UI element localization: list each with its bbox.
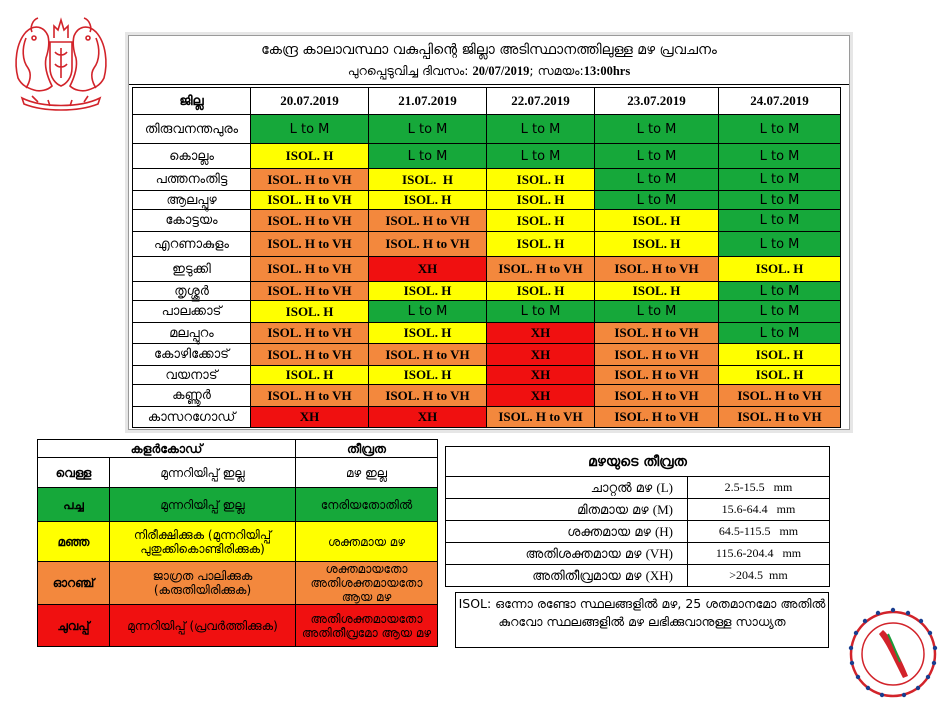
rain-range: 15.6-64.4 mm xyxy=(688,499,830,521)
rain-intensity-row xyxy=(446,477,830,499)
colour-intensity: ശക്തമായതോ അതിശക്തമായതോ ആയ മഴ xyxy=(296,562,438,605)
issued-prefix: പുറപ്പെടുവിച്ച ദിവസം: xyxy=(347,63,473,78)
rain-intensity-row xyxy=(446,543,830,565)
colour-intensity: നേരിയതോതിൽ xyxy=(296,488,438,522)
district-name: കാസറഗോഡ് xyxy=(133,407,251,428)
forecast-cell: ISOL. H to VH xyxy=(251,344,369,366)
date-column-header: 21.07.2019 xyxy=(369,88,487,115)
forecast-cell: L to M xyxy=(487,115,595,144)
forecast-cell: XH xyxy=(251,407,369,428)
forecast-header-row xyxy=(133,88,841,115)
forecast-row xyxy=(133,366,841,385)
forecast-cell: L to M xyxy=(719,210,841,232)
forecast-cell: ISOL. H to VH xyxy=(369,344,487,366)
date-column-header: 22.07.2019 xyxy=(487,88,595,115)
forecast-cell: ISOL. H to VH xyxy=(251,323,369,344)
district-name: പത്തനംതിട്ട xyxy=(133,169,251,191)
forecast-row xyxy=(133,385,841,407)
forecast-cell: ISOL. H xyxy=(251,144,369,169)
forecast-row xyxy=(133,232,841,257)
colour-name: പച്ച xyxy=(38,488,110,522)
forecast-table xyxy=(132,87,841,428)
forecast-cell: ISOL. H xyxy=(369,282,487,301)
rain-category xyxy=(446,477,688,499)
colour-meaning: മുന്നറിയിപ്പ് (പ്രവർത്തിക്കുക) xyxy=(110,605,296,647)
rain-category-abbr: (M) xyxy=(652,501,673,517)
kerala-emblem-icon xyxy=(12,8,110,112)
rain-intensity-row xyxy=(446,499,830,521)
rain-category xyxy=(446,521,688,543)
forecast-cell: L to M xyxy=(719,191,841,210)
rain-range: 64.5-115.5 mm xyxy=(688,521,830,543)
forecast-cell: L to M xyxy=(487,301,595,323)
district-name: കണ്ണൂർ xyxy=(133,385,251,407)
forecast-cell: L to M xyxy=(369,144,487,169)
forecast-cell: ISOL. H xyxy=(487,210,595,232)
forecast-cell: ISOL. H xyxy=(251,301,369,323)
forecast-row xyxy=(133,344,841,366)
forecast-cell: L to M xyxy=(719,144,841,169)
forecast-cell: XH xyxy=(487,385,595,407)
forecast-cell: L to M xyxy=(595,115,719,144)
forecast-cell: ISOL. H to VH xyxy=(487,407,595,428)
colour-code-table xyxy=(37,439,438,647)
forecast-row xyxy=(133,323,841,344)
time-prefix: ; സമയം: xyxy=(529,63,584,78)
forecast-row xyxy=(133,301,841,323)
forecast-cell: L to M xyxy=(719,301,841,323)
forecast-cell: L to M xyxy=(595,169,719,191)
forecast-title-block xyxy=(129,36,849,85)
forecast-cell: ISOL. H to VH xyxy=(369,232,487,257)
forecast-cell: XH xyxy=(487,366,595,385)
district-name: തൃശ്ശൂർ xyxy=(133,282,251,301)
forecast-cell: L to M xyxy=(595,144,719,169)
forecast-cell: L to M xyxy=(595,191,719,210)
forecast-cell: XH xyxy=(487,344,595,366)
forecast-cell: L to M xyxy=(719,232,841,257)
district-name: കോട്ടയം xyxy=(133,210,251,232)
date-column-header: 23.07.2019 xyxy=(595,88,719,115)
forecast-cell: ISOL. H to VH xyxy=(251,282,369,301)
forecast-cell: ISOL. H to VH xyxy=(251,257,369,282)
intensity-header: തീവ്രത xyxy=(296,440,438,458)
forecast-cell: ISOL. H xyxy=(369,323,487,344)
colour-code-header-row xyxy=(38,440,438,458)
forecast-cell: ISOL. H to VH xyxy=(251,232,369,257)
forecast-cell: L to M xyxy=(719,282,841,301)
rain-category xyxy=(446,499,688,521)
colour-intensity: മഴ ഇല്ല xyxy=(296,458,438,488)
forecast-cell: ISOL. H to VH xyxy=(595,385,719,407)
rain-category-abbr: (XH) xyxy=(645,567,673,583)
rain-intensity-title: മഴയുടെ തീവ്രത xyxy=(446,447,830,477)
colour-meaning: ജാഗ്രത പാലിക്കുക (കരുതിയിരിക്കുക) xyxy=(110,562,296,605)
colour-name: വെള്ള xyxy=(38,458,110,488)
forecast-cell: L to M xyxy=(487,144,595,169)
district-name: കൊല്ലം xyxy=(133,144,251,169)
rain-intensity-header-row xyxy=(446,447,830,477)
forecast-cell: ISOL. H to VH xyxy=(251,191,369,210)
colour-code-row xyxy=(38,458,438,488)
rain-category xyxy=(446,565,688,587)
issued-line xyxy=(129,62,849,80)
forecast-cell: ISOL. H xyxy=(719,344,841,366)
forecast-row xyxy=(133,407,841,428)
district-name: കോഴിക്കോട് xyxy=(133,344,251,366)
rain-range: 115.6-204.4 mm xyxy=(688,543,830,565)
forecast-panel xyxy=(128,35,850,430)
rain-category-name: അതിതീവ്രമായ മഴ xyxy=(532,568,646,584)
colour-code-row xyxy=(38,605,438,647)
district-name: വയനാട് xyxy=(133,366,251,385)
forecast-row xyxy=(133,282,841,301)
forecast-cell: ISOL. H xyxy=(369,169,487,191)
forecast-cell: ISOL. H to VH xyxy=(595,344,719,366)
forecast-row xyxy=(133,191,841,210)
forecast-cell: ISOL. H xyxy=(487,169,595,191)
colour-meaning: മുന്നറിയിപ്പ് ഇല്ല xyxy=(110,488,296,522)
rain-category-name: അതിശക്തമായ മഴ xyxy=(525,546,646,562)
colour-code-row xyxy=(38,522,438,562)
forecast-cell: ISOL. H xyxy=(487,232,595,257)
district-column-header: ജില്ല xyxy=(133,88,251,115)
forecast-cell: XH xyxy=(369,407,487,428)
rain-category-name: ശക്തമായ മഴ xyxy=(567,524,655,540)
forecast-cell: ISOL. H xyxy=(595,282,719,301)
rain-range: >204.5 mm xyxy=(688,565,830,587)
forecast-cell: ISOL. H to VH xyxy=(251,169,369,191)
forecast-cell: ISOL. H xyxy=(369,366,487,385)
forecast-cell: ISOL. H xyxy=(719,366,841,385)
forecast-cell: ISOL. H to VH xyxy=(369,210,487,232)
forecast-cell: ISOL. H to VH xyxy=(369,385,487,407)
rain-category-abbr: (H) xyxy=(654,523,673,539)
ksdma-logo-icon xyxy=(848,604,938,704)
forecast-row xyxy=(133,144,841,169)
colour-name: ഓറഞ്ച് xyxy=(38,562,110,605)
rain-category-abbr: (L) xyxy=(656,479,673,495)
colour-intensity: അതിശക്തമായതോ അതിതീവ്രമോ ആയ മഴ xyxy=(296,605,438,647)
colour-name: മഞ്ഞ xyxy=(38,522,110,562)
forecast-cell: L to M xyxy=(719,323,841,344)
date-column-header: 20.07.2019 xyxy=(251,88,369,115)
district-name: ഇടുക്കി xyxy=(133,257,251,282)
forecast-cell: ISOL. H xyxy=(595,232,719,257)
colour-code-row xyxy=(38,488,438,522)
forecast-cell: L to M xyxy=(719,115,841,144)
colour-code-row xyxy=(38,562,438,605)
date-column-header: 24.07.2019 xyxy=(719,88,841,115)
forecast-cell: ISOL. H xyxy=(369,191,487,210)
forecast-cell: L to M xyxy=(719,169,841,191)
forecast-cell: ISOL. H to VH xyxy=(487,257,595,282)
forecast-cell: XH xyxy=(487,323,595,344)
forecast-cell: ISOL. H to VH xyxy=(595,257,719,282)
forecast-cell: ISOL. H to VH xyxy=(595,323,719,344)
district-name: മലപ്പുറം xyxy=(133,323,251,344)
district-name: ആലപ്പുഴ xyxy=(133,191,251,210)
forecast-cell: L to M xyxy=(369,115,487,144)
forecast-cell: ISOL. H to VH xyxy=(595,366,719,385)
isol-note: ISOL: ഒന്നോ രണ്ടോ സ്ഥലങ്ങളിൽ മഴ, 25 ശതമാനമോ അതിൽ കുറവോ സ്ഥലങ്ങളിൽ മഴ ലഭിക്കുവാനുള്ള സാധ്യത xyxy=(455,592,829,648)
forecast-cell: ISOL. H xyxy=(595,210,719,232)
forecast-cell: ISOL. H to VH xyxy=(719,407,841,428)
forecast-cell: ISOL. H to VH xyxy=(719,385,841,407)
district-name: എറണാകുളം xyxy=(133,232,251,257)
rain-category-name: ചാറ്റൽ മഴ xyxy=(590,480,657,496)
forecast-cell: L to M xyxy=(595,301,719,323)
forecast-row xyxy=(133,169,841,191)
rain-range: 2.5-15.5 mm xyxy=(688,477,830,499)
forecast-cell: XH xyxy=(369,257,487,282)
forecast-cell: ISOL. H to VH xyxy=(251,385,369,407)
issued-time: 13:00hrs xyxy=(583,64,631,78)
forecast-cell: ISOL. H xyxy=(719,257,841,282)
rain-intensity-row xyxy=(446,565,830,587)
district-name: തിരുവനന്തപുരം xyxy=(133,115,251,144)
forecast-row xyxy=(133,257,841,282)
forecast-cell: ISOL. H to VH xyxy=(251,210,369,232)
forecast-cell: ISOL. H xyxy=(251,366,369,385)
forecast-cell: ISOL. H xyxy=(487,191,595,210)
colour-code-header: കളർകോഡ് xyxy=(38,440,296,458)
colour-intensity: ശക്തമായ മഴ xyxy=(296,522,438,562)
district-name: പാലക്കാട് xyxy=(133,301,251,323)
rain-category-abbr: (VH) xyxy=(645,545,673,561)
forecast-title: കേന്ദ്ര കാലാവസ്ഥാ വകുപ്പിന്റെ ജില്ലാ അടിസ്ഥാനത്തിലുള്ള മഴ പ്രവചനം xyxy=(261,42,717,58)
rain-category xyxy=(446,543,688,565)
forecast-cell: L to M xyxy=(251,115,369,144)
forecast-cell: ISOL. H to VH xyxy=(595,407,719,428)
forecast-cell: L to M xyxy=(369,301,487,323)
rain-intensity-table xyxy=(445,446,830,587)
rain-intensity-row xyxy=(446,521,830,543)
rain-category-name: മിതമായ മഴ xyxy=(577,502,653,518)
forecast-row xyxy=(133,210,841,232)
colour-name: ചുവപ്പ് xyxy=(38,605,110,647)
issued-date: 20/07/2019 xyxy=(472,64,530,78)
colour-meaning: മുന്നറിയിപ്പ് ഇല്ല xyxy=(110,458,296,488)
forecast-cell: ISOL. H xyxy=(487,282,595,301)
colour-meaning: നിരീക്ഷിക്കുക (മുന്നറിയിപ്പ് പുതുക്കികൊണ്ടിരിക്കുക) xyxy=(110,522,296,562)
forecast-row xyxy=(133,115,841,144)
